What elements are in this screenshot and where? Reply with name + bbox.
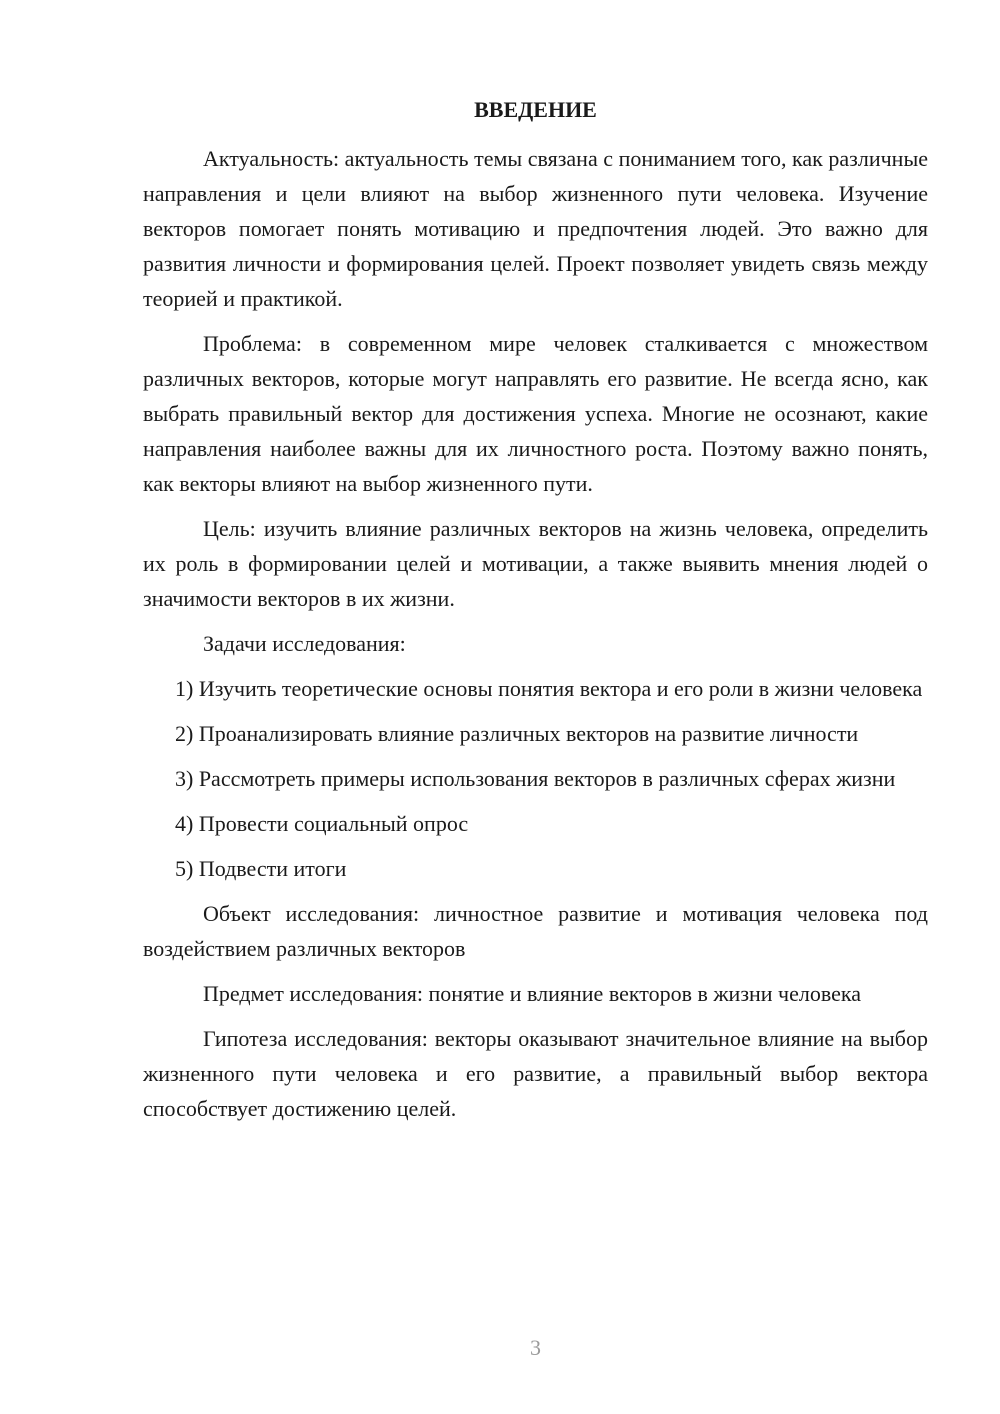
goal-paragraph: Цель: изучить влияние различных векторов на жизнь человека, определить их роль в формировании целей и мотивации, а также выявить мнения людей о значимости векторов в их жизни. (143, 516, 928, 611)
document-body (143, 141, 928, 1126)
relevance-paragraph: Актуальность: актуальность темы связана с пониманием того, как различные направления и цели влияют на выбор жизненного пути человека. Изучение векторов помогает понять мотивацию и предпочтения людей. Это важно для развития личности и формирования целей. Проект позволяет увидеть связь между теорией и практикой. (143, 146, 928, 311)
subject-paragraph: Предмет исследования: понятие и влияние векторов в жизни человека (203, 981, 862, 1006)
object-paragraph: Объект исследования: личностное развитие и мотивация человека под воздействием различных векторов (143, 901, 928, 961)
task-item-4: 4) Провести социальный опрос (175, 811, 469, 836)
task-item-1: 1) Изучить теоретические основы понятия вектора и его роли в жизни человека (175, 676, 923, 701)
task-item-5: 5) Подвести итоги (175, 856, 347, 881)
task-item-2: 2) Проанализировать влияние различных векторов на развитие личности (175, 721, 859, 746)
hypothesis-paragraph: Гипотеза исследования: векторы оказывают значительное влияние на выбор жизненного пути человека и его развитие, а правильный выбор вектора способствует достижению целей. (143, 1026, 928, 1121)
page-number: 3 (530, 1335, 541, 1360)
task-item-3: 3) Рассмотреть примеры использования векторов в различных сферах жизни (175, 766, 896, 791)
tasks-heading: Задачи исследования: (203, 631, 406, 656)
problem-paragraph: Проблема: в современном мире человек сталкивается с множеством различных векторов, которые могут направлять его развитие. Не всегда ясно, как выбрать правильный вектор для достижения успеха. Многие не осознают, какие направления наиболее важны для их личностного роста. Поэтому важно понять, как векторы влияют на выбор жизненного пути. (143, 331, 928, 496)
section-heading: ВВЕДЕНИЕ (474, 97, 597, 122)
